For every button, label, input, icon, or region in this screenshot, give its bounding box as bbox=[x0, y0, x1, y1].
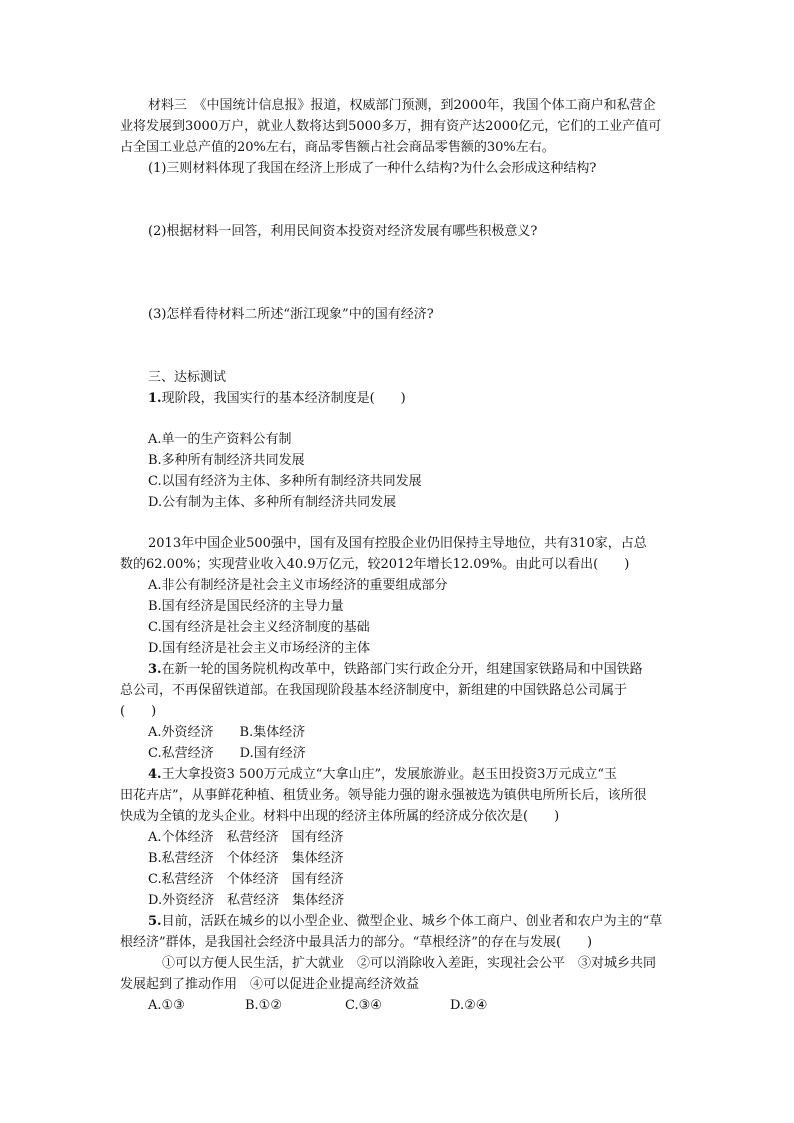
test-5-statements-line-2: 发展起到了推动作用 ④可以促进企业提高经济效益 bbox=[120, 977, 420, 992]
test-2-option-c: C.国有经济是社会主义经济制度的基础 bbox=[148, 620, 370, 635]
test-4-stem-line-2: 田花卉店”，从事鲜花种植、租赁业务。领导能力强的谢永强被选为镇供电所所长后，该所很 bbox=[120, 788, 647, 803]
test-3-stem-line-2: 总公司，不再保留铁道部。在我国现阶段基本经济制度中，新组建的中国铁路总公司属于 bbox=[120, 683, 628, 698]
test-4-option-a: A.个体经济 私营经济 国有经济 bbox=[148, 830, 344, 845]
test-2-option-b: B.国有经济是国民经济的主导力量 bbox=[148, 599, 344, 614]
test-5-option-b: B.①② bbox=[245, 998, 282, 1013]
test-2-option-a: A.非公有制经济是社会主义市场经济的重要组成部分 bbox=[148, 578, 448, 593]
test-2-stem-line-2: 数的62.00%；实现营业收入40.9万亿元，较2012年增长12.09%。由此可以看出( ) bbox=[120, 557, 630, 572]
test-3-stem-line-3: ( ) bbox=[120, 704, 157, 719]
test-3-stem-line-1: 3.在新一轮的国务院机构改革中，铁路部门实行政企分开，组建国家铁路局和中国铁路 bbox=[148, 662, 643, 677]
test-5-statements-line-1: ①可以方便人民生活，扩大就业 ②可以消除收入差距，实现社会公平 ③对城乡共同 bbox=[162, 956, 657, 971]
test-4-stem-line-1: 4.王大拿投资3 500万元成立“大拿山庄”，发展旅游业。赵玉田投资3万元成立“玉 bbox=[148, 767, 618, 782]
test-1-option-d: D.公有制为主体、多种所有制经济共同发展 bbox=[148, 495, 397, 510]
test-5-option-a: A.①③ bbox=[148, 998, 185, 1013]
question-1: (1)三则材料体现了我国在经济上形成了一种什么结构?为什么会形成这种结构? bbox=[148, 161, 597, 176]
question-3: (3)怎样看待材料二所述“浙江现象”中的国有经济? bbox=[148, 307, 434, 322]
test-2-option-d: D.国有经济是社会主义市场经济的主体 bbox=[148, 641, 371, 656]
test-1-stem: 1.现阶段，我国实行的基本经济制度是( ) bbox=[148, 391, 406, 406]
test-1-option-a: A.单一的生产资料公有制 bbox=[148, 432, 292, 447]
material3-line-3: 占全国工业总产值的20%左右，商品零售额占社会商品零售额的30%左右。 bbox=[120, 140, 555, 155]
test-5-option-c: C.③④ bbox=[345, 998, 382, 1013]
test-5-number: 5. bbox=[148, 914, 162, 929]
test-5-option-d: D.②④ bbox=[450, 998, 488, 1013]
test-1-option-b: B.多种所有制经济共同发展 bbox=[148, 453, 305, 468]
test-4-stem-line-3: 快成为全镇的龙头企业。材料中出现的经济主体所属的经济成分依次是( ) bbox=[120, 809, 560, 824]
material3-line-2: 业将发展到3000万户，就业人数将达到5000多万，拥有资产达2000亿元，它们的工业产值可 bbox=[120, 119, 662, 134]
section-title: 三、达标测试 bbox=[148, 370, 227, 385]
test-5-stem-line-2: 根经济”群体，是我国社会经济中最具活力的部分。“草根经济”的存在与发展( ) bbox=[120, 935, 593, 950]
test-4-option-b: B.私营经济 个体经济 集体经济 bbox=[148, 851, 344, 866]
test-2-stem-line-1: 2013年中国企业500强中，国有及国有控股企业仍旧保持主导地位，共有310家，占总 bbox=[148, 536, 647, 551]
test-5-stem-line-1: 5.目前，活跃在城乡的以小型企业、微型企业、城乡个体工商户、创业者和农户为主的“草 bbox=[148, 914, 663, 929]
question-2: (2)根据材料一回答，利用民间资本投资对经济发展有哪些积极意义? bbox=[148, 224, 538, 239]
test-3-options-ab: A.外资经济 B.集体经济 bbox=[148, 725, 306, 740]
test-4-number: 4. bbox=[148, 767, 162, 782]
test-1-number: 1. bbox=[148, 391, 162, 406]
material3-line-1: 材料三 《中国统计信息报》报道，权威部门预测，到2000年，我国个体工商户和私营企 bbox=[148, 98, 656, 113]
test-3-number: 3. bbox=[148, 662, 162, 677]
test-4-option-d: D.外资经济 私营经济 集体经济 bbox=[148, 893, 345, 908]
test-3-options-cd: C.私营经济 D.国有经济 bbox=[148, 746, 306, 761]
test-4-option-c: C.私营经济 个体经济 国有经济 bbox=[148, 872, 344, 887]
test-1-option-c: C.以国有经济为主体、多种所有制经济共同发展 bbox=[148, 474, 422, 489]
